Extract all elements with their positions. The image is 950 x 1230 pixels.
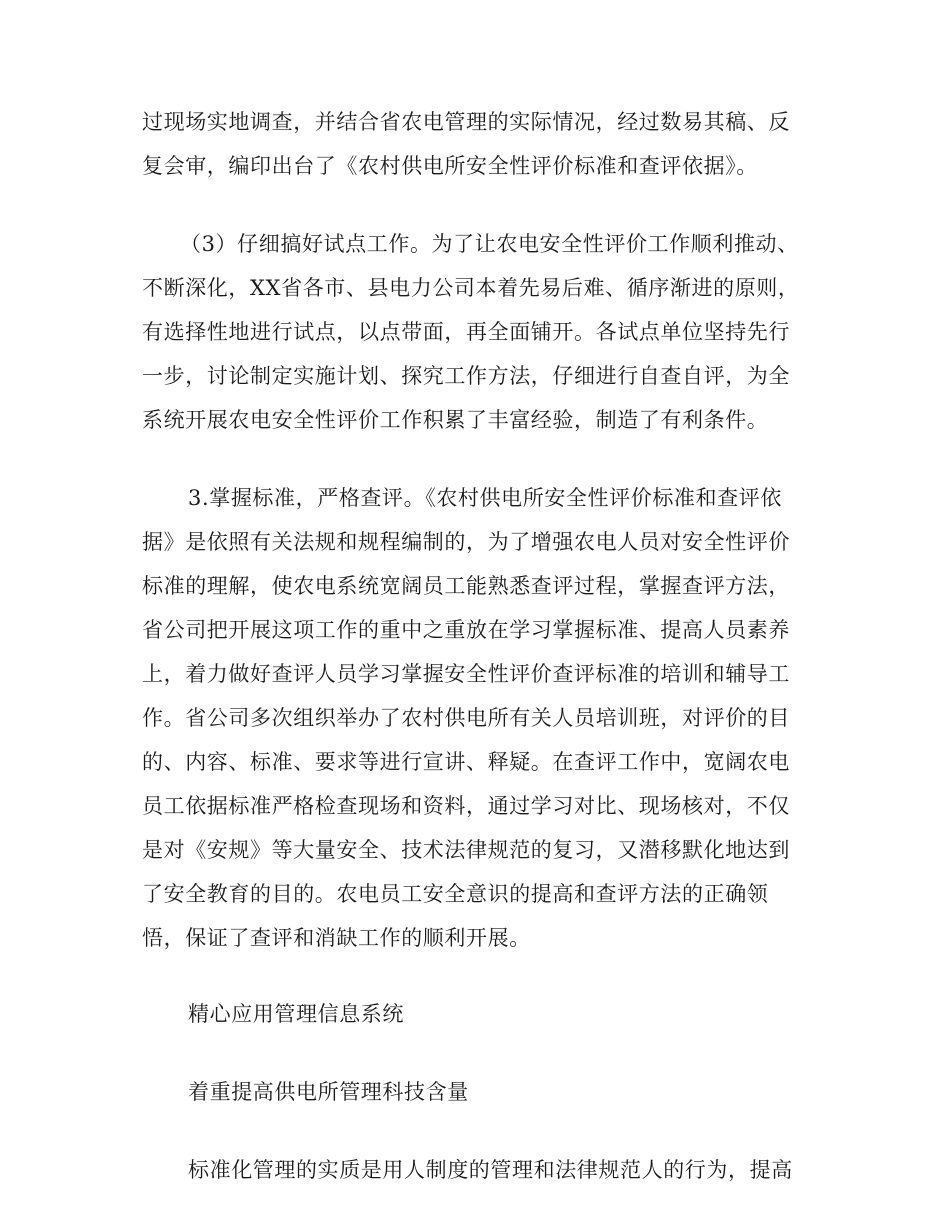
text-line: 员工依据标准严格检查现场和资料，通过学习对比、现场核对，不仅 [142,794,790,818]
text-line: 过现场实地调查，并结合省农电管理的实际情况，经过数易其稿、反 [142,110,790,134]
section-heading: 精心应用管理信息系统 [188,1002,404,1026]
text-line: 复会审，编印出台了《农村供电所安全性评价标准和查评依据》。 [142,154,758,178]
text-line: 了安全教育的目的。农电员工安全意识的提高和查评方法的正确领 [142,882,769,906]
text-line: 有选择性地进行试点，以点带面，再全面铺开。各试点单位坚持先行 [142,320,790,344]
section-heading: 着重提高供电所管理科技含量 [188,1080,469,1104]
text-line: 3.掌握标准，严格查评。《农村供电所安全性评价标准和查评依 [188,486,782,510]
text-line: 不断深化，XX省各市、县电力公司本着先易后难、循序渐进的原则， [142,276,800,300]
text-line: 的、内容、标准、要求等进行宣讲、释疑。在查评工作中，宽阔农电 [142,750,790,774]
text-line: 标准的理解，使农电系统宽阔员工能熟悉查评过程，掌握查评方法， [142,574,790,598]
text-line: 一步，讨论制定实施计划、探究工作方法，仔细进行自查自评，为全 [142,364,790,388]
text-line: 作。省公司多次组织举办了农村供电所有关人员培训班，对评价的目 [142,706,790,730]
text-line: 据》是依照有关法规和规程编制的，为了增强农电人员对安全性评价 [142,530,790,554]
text-line: 上，着力做好查评人员学习掌握安全性评价查评标准的培训和辅导工 [142,662,790,686]
text-line: 悟，保证了查评和消缺工作的顺利开展。 [142,926,531,950]
text-line: 是对《安规》等大量安全、技术法律规范的复习，又潜移默化地达到 [142,838,790,862]
text-line: （3）仔细搞好试点工作。为了让农电安全性评价工作顺利推动、 [180,232,799,256]
text-line: 省公司把开展这项工作的重中之重放在学习掌握标准、提高人员素养 [142,618,790,642]
text-line: 标准化管理的实质是用人制度的管理和法律规范人的行为，提高 [188,1158,793,1182]
text-line: 系统开展农电安全性评价工作积累了丰富经验，制造了有利条件。 [142,408,769,432]
